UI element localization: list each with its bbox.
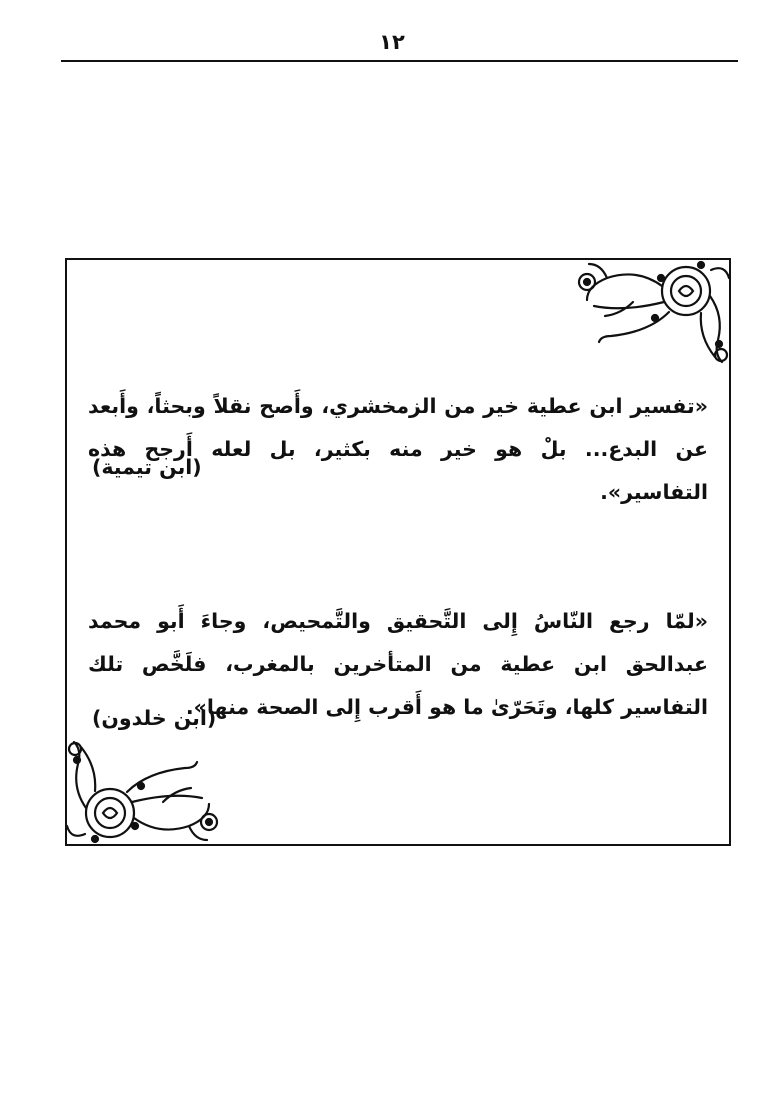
corner-ornament-bottom-left — [65, 738, 245, 846]
quote-ibn-khaldun: «لمّا رجع النّاسُ إِلى التَّحقيق والتَّمحيص، وجاءَ أَبو محمد عبدالحق ابن عطية من المتأخرين بالمغرب، فلَخَّص تلك التفاسير كلها، وتَحَرّىٰ ما هو أَقرب إِلى الصحة منها». — [88, 608, 708, 719]
header-rule — [61, 60, 738, 62]
corner-ornament-top-right — [551, 258, 731, 366]
quote-ibn-taymiyya: «تفسير ابن عطية خير من الزمخشري، وأَصح نقلاً وبحثاً، وأَبعد عن البدع... بلْ هو خير منه بكثير، بل لعله أَرجح هذه التفاسير». — [88, 393, 708, 504]
attribution-ibn-taymiyya: (ابن تيمية) — [92, 455, 202, 479]
page-number: ١٢ — [379, 30, 405, 54]
attribution-ibn-khaldun: (ابن خلدون) — [92, 706, 217, 730]
